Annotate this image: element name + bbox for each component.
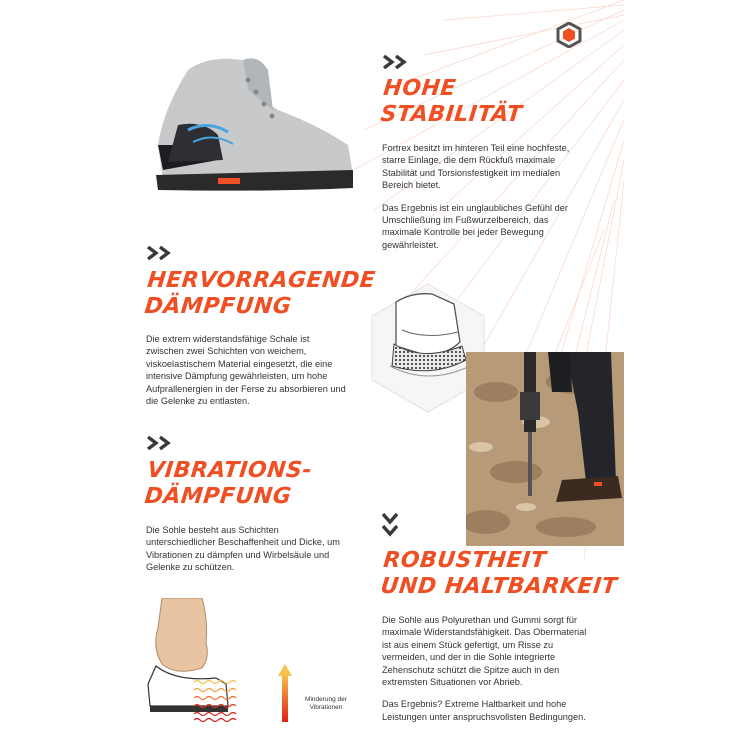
foot-vibration-diagram (136, 598, 296, 728)
durability-paragraph-2: Das Ergebnis? Extreme Haltbarkeit und hohe Leistungen unter anspruchsvollsten Bedingungen. (382, 699, 586, 722)
double-chevron-right-icon (146, 436, 176, 450)
cushioning-paragraph-1: Die extrem widerstandsfähige Schale ist zwischen zwei Schichten von weichem, viskoelastischem Material eingesetzt, die eine intensive Dämpfung gewährleisten, um hohe Aufprallenergien in der Ferse zu absorbieren und die Gelenke zu entlasten. (146, 334, 346, 407)
stability-text (382, 142, 590, 261)
double-chevron-right-icon (146, 246, 176, 260)
durability-text (382, 614, 594, 733)
double-chevron-down-icon (382, 512, 398, 542)
safety-boot-illustration (148, 50, 358, 200)
stability-paragraph-2: Das Ergebnis ist ein unglaubliches Gefühl der Umschließung im Fußwurzelbereich, das maximale Kontrolle bei jeder Bewegung gewährleistet. (382, 202, 568, 250)
vibration-paragraph-1: Die Sohle besteht aus Schichten unterschiedlicher Beschaffenheit und Dicke, um Vibrationen zu dämpfen und Wirbelsäule und Gelenke zu schützen. (146, 525, 340, 573)
double-chevron-right-icon (382, 55, 412, 69)
jackhammer-worker-photo (466, 352, 624, 546)
vibration-caption: Minderung der Vibrationen (305, 696, 347, 711)
cushioning-title: HERVORRAGENDE DÄMPFUNG (143, 268, 377, 319)
durability-paragraph-1: Die Sohle aus Polyurethan und Gummi sorgt für maximale Widerstandsfähigkeit. Das Obermaterial ist aus einem Stück gefertigt, um Risse zu vermeiden, und der in die Sohle integrierte Zehenschutz schützt die Spitze auch in den extremsten Situationen vor Abrieb. (382, 615, 587, 688)
stability-paragraph-1: Fortrex besitzt im hinteren Teil eine hochfeste, starre Einlage, die dem Rückfuß maximale Stabilität und Torsionsfestigkeit im medialen Bereich bietet. (382, 143, 570, 191)
hexagon-logo-icon (556, 22, 582, 48)
vibration-text (146, 524, 342, 584)
cushioning-text (146, 333, 346, 417)
vibration-title: VIBRATIONS- DÄMPFUNG (143, 458, 314, 509)
durability-title: ROBUSTHEIT UND HALTBARKEIT (379, 548, 619, 599)
infographic-panel (128, 0, 624, 752)
stability-title: HOHE STABILITÄT (379, 76, 524, 127)
